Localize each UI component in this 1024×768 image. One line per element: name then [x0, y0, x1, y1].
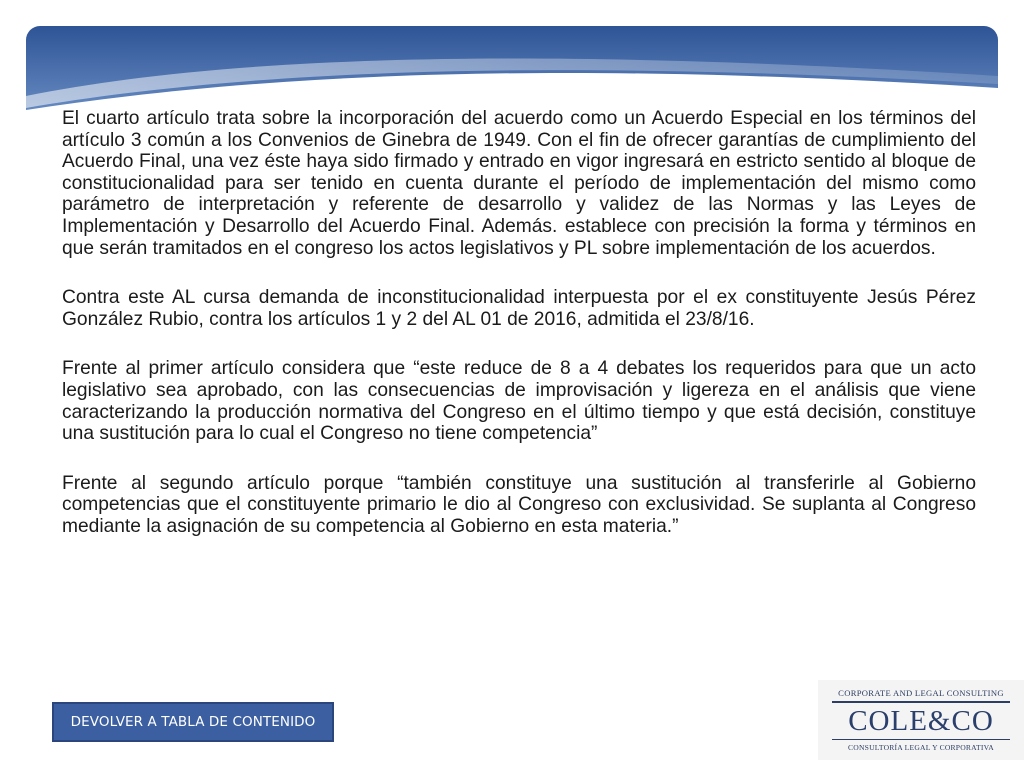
logo-tagline-bottom: CONSULTORÍA LEGAL Y CORPORATIVA	[848, 743, 994, 752]
paragraph-3: Frente al primer artículo considera que “este reduce de 8 a 4 debates los requeridos para que un acto legislativo sea aprobado, con las consecuencias de improvisación y ligereza en el análisis que viene caracterizando la producción normativa del Congreso en el último tiempo y que está decisión, constituye una sustitución para lo cual el Congreso no tiene competencia”	[62, 358, 976, 445]
body-text	[62, 108, 976, 538]
back-to-toc-button[interactable]: DEVOLVER A TABLA DE CONTENIDO	[52, 702, 334, 742]
logo-name: COLE&CO	[848, 704, 994, 737]
paragraph-4: Frente al segundo artículo porque “también constituye una sustitución al transferirle al Gobierno competencias que el constituyente primario le dio al Congreso con exclusividad. Se suplanta al Congreso mediante la asignación de su competencia al Gobierno en esta materia.”	[62, 472, 976, 537]
paragraph-2: Contra este AL cursa demanda de inconstitucionalidad interpuesta por el ex constituyente Jesús Pérez González Rubio, contra los artículos 1 y 2 del AL 01 de 2016, admitida el 23/8/16.	[62, 287, 976, 330]
company-logo	[818, 680, 1024, 760]
logo-tagline-top: CORPORATE AND LEGAL CONSULTING	[838, 688, 1004, 698]
logo-divider-bottom	[832, 739, 1010, 741]
paragraph-1: El cuarto artículo trata sobre la incorporación del acuerdo como un Acuerdo Especial en los términos del artículo 3 común a los Convenios de Ginebra de 1949. Con el fin de ofrecer garantías de cumplimiento del Acuerdo Final, una vez éste haya sido firmado y entrado en vigor ingresará en estricto sentido al bloque de constitucionalidad para ser tenido en cuenta durante el período de implementación del mismo como parámetro de interpretación y referente de desarrollo y validez de las Normas y las Leyes de Implementación y Desarrollo del Acuerdo Final. Además. establece con precisión la forma y términos en que serán tramitados en el congreso los actos legislativos y PL sobre implementación de los acuerdos.	[62, 108, 976, 259]
logo-divider	[832, 701, 1010, 703]
